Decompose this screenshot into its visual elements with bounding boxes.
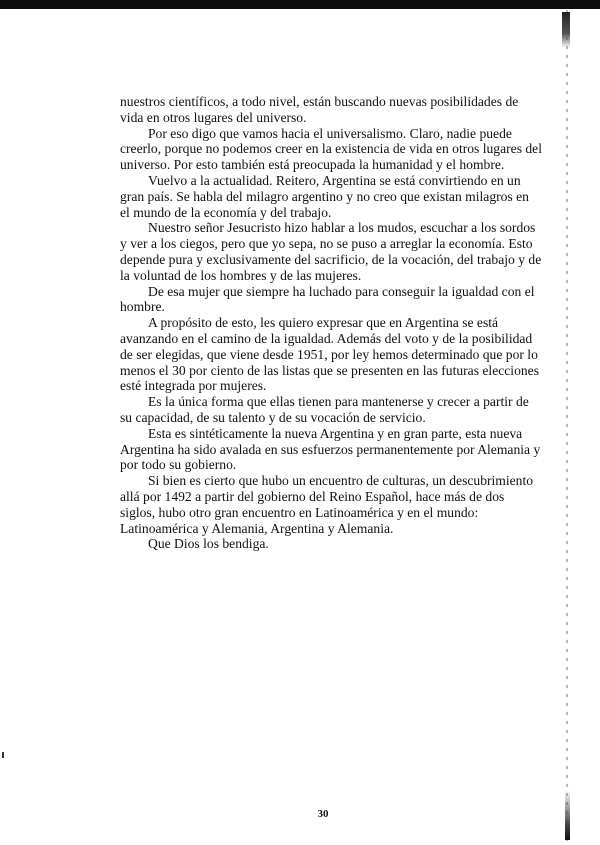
paragraph: Por eso digo que vamos hacia el universalismo. Claro, nadie puede creerlo, porque no podemos creer en la existencia de vida en otros lugares del universo. Por esto también está preocupada la humanidad y el hombre. — [120, 125, 542, 173]
paragraph: Esta es sintéticamente la nueva Argentina y en gran parte, esta nueva Argentina ha sido avalada en sus esfuerzos permanentemente por Alemania y por todo su gobierno. — [120, 425, 541, 473]
paragraph: Nuestro señor Jesucristo hizo hablar a los mudos, escuchar a los sordos y ver a los ciegos, pero que yo sepa, no se puso a arreglar la economía. Esto depende pura y exclusivamente del sacrificio, de la vocación, del trabajo y de la voluntad de los hombres y de las mujeres. — [120, 220, 542, 283]
paragraph: Es la única forma que ellas tienen para mantenerse y crecer a partir de su capacidad, de su talento y de su vocación de servicio. — [120, 394, 529, 425]
page-body — [120, 94, 542, 552]
paragraph: nuestros científicos, a todo nivel, están buscando nuevas posibilidades de vida en otros lugares del universo. — [120, 94, 519, 125]
scan-right-edge-mark-top — [562, 12, 570, 48]
paragraph: Que Dios los bendiga. — [148, 536, 269, 552]
paragraph: Si bien es cierto que hubo un encuentro de culturas, un descubrimiento allá por 1492 a partir del gobierno del Reino Español, hace más de dos siglos, hubo otro gran encuentro en Latinoamérica y en el mundo: Latinoamérica y Alemania, Argentina y Alemania. — [120, 473, 534, 536]
paragraph: A propósito de esto, les quiero expresar que en Argentina se está avanzando en el camino de la igualdad. Además del voto y de la posibilidad de ser elegidas, que viene desde 1951, por ley hemos determinado que por lo menos el 30 por ciento de las listas que se presenten en las futuras elecciones esté integrada por mujeres. — [120, 315, 540, 394]
paragraph: Vuelvo a la actualidad. Reitero, Argentina se está convirtiendo en un gran país. Se habla del milagro argentino y no creo que existan milagros en el mundo de la economía y del trabajo. — [120, 172, 529, 220]
scan-right-edge — [566, 10, 568, 845]
scan-top-border — [0, 0, 600, 9]
scan-speck — [2, 752, 4, 758]
paragraph: De esa mujer que siempre ha luchado para conseguir la igualdad con el hombre. — [120, 283, 535, 315]
page-number: 30 — [317, 808, 329, 820]
